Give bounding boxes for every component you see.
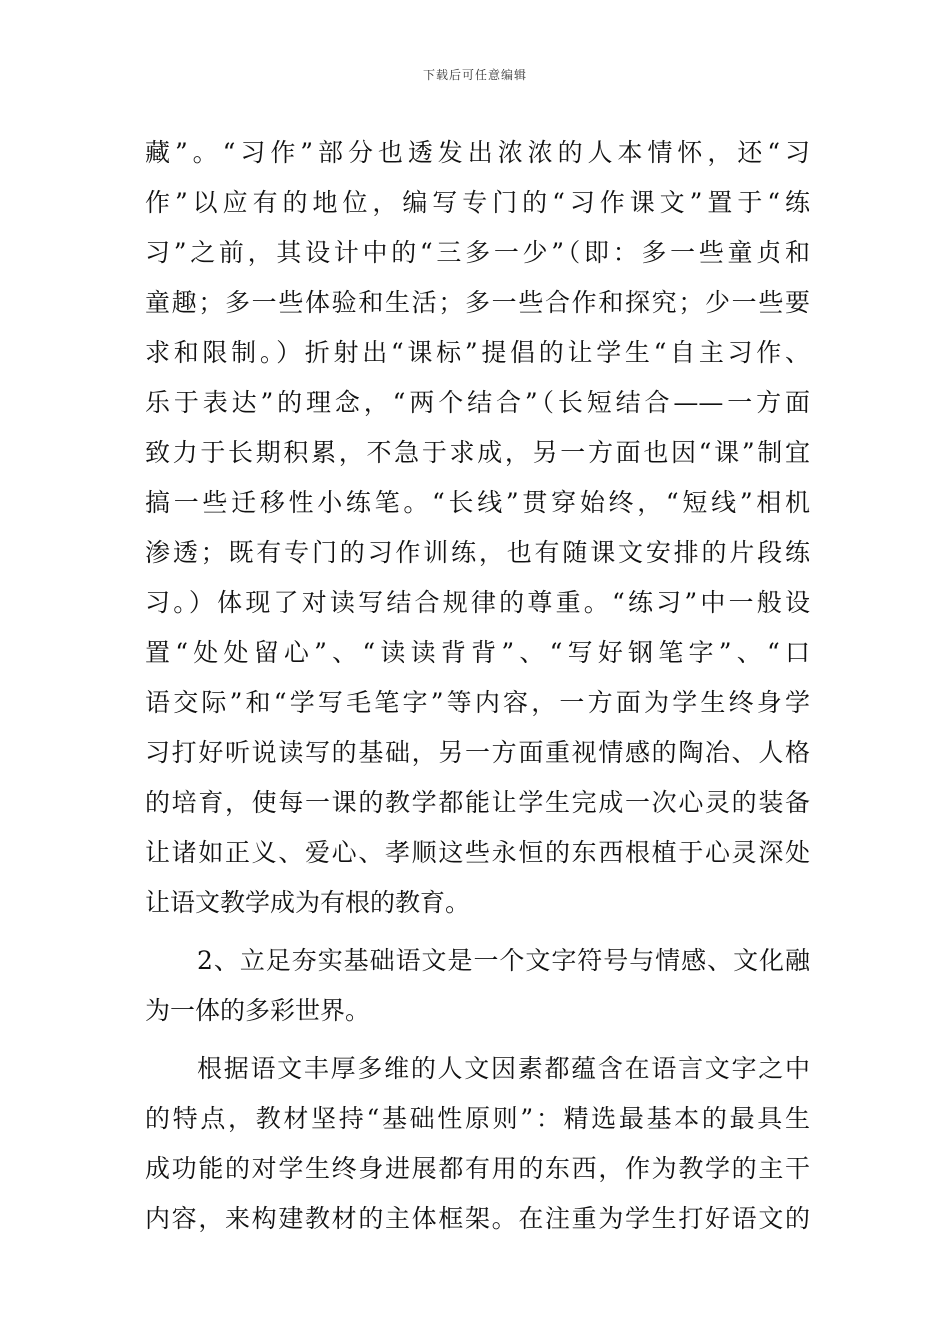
paragraph-2 [145,936,810,1036]
text-line-last: 让语文教学成为有根的教育。 [145,888,471,917]
text-line: 习。）体现了对读写结合规律的尊重。“练习”中一般设 [145,588,810,617]
text-line: 让诸如正义、爱心、孝顺这些永恒的东西根植于心灵深处 [145,838,810,867]
paragraph-gap [145,1036,810,1044]
text-line: 成功能的对学生终身进展都有用的东西，作为教学的主干 [145,1154,810,1183]
text-line: 置“处处留心”、“读读背背”、“写好钢笔字”、“口 [145,638,810,667]
paragraph-gap [145,928,810,936]
text-line: 语交际”和“学写毛笔字”等内容，一方面为学生终身学 [145,688,810,717]
text-line: 童趣；多一些体验和生活；多一些合作和探究；少一些要 [145,288,810,317]
text-line: 的特点，教材坚持“基础性原则”：精选最基本的最具生 [145,1104,810,1133]
text-line: 习打好听说读写的基础，另一方面重视情感的陶冶、人格 [145,738,810,767]
text-line: 求和限制。）折射出“课标”提倡的让学生“自主习作、 [145,338,810,367]
text-line-first: 2、立足夯实基础语文是一个文字符号与情感、文化融 [197,946,810,975]
text-line-first: 根据语文丰厚多维的人文因素都蕴含在语言文字之中 [197,1054,810,1083]
page-header: 下载后可任意编辑 [422,68,527,82]
document-body [145,128,810,1244]
text-line: 致力于长期积累，不急于求成，另一方面也因“课”制宜 [145,438,810,467]
text-line: 习”之前，其设计中的“三多一少”（即：多一些童贞和 [145,238,810,267]
text-line: 乐于表达”的理念，“两个结合”（长短结合——一方面 [145,388,810,417]
text-line: 搞一些迁移性小练笔。“长线”贯穿始终，“短线”相机 [145,488,810,517]
text-line: 的培育，使每一课的教学都能让学生完成一次心灵的装备 [145,788,810,817]
text-line: 作”以应有的地位，编写专门的“习作课文”置于“练 [145,188,810,217]
text-line-last: 为一体的多彩世界。 [145,996,371,1025]
paragraph-1 [145,128,810,928]
text-line: 渗透；既有专门的习作训练，也有随课文安排的片段练 [145,538,810,567]
text-line: 藏”。“习作”部分也透发出浓浓的人本情怀，还“习 [145,138,810,167]
paragraph-3 [145,1044,810,1244]
text-line: 内容，来构建教材的主体框架。在注重为学生打好语文的 [145,1204,810,1233]
